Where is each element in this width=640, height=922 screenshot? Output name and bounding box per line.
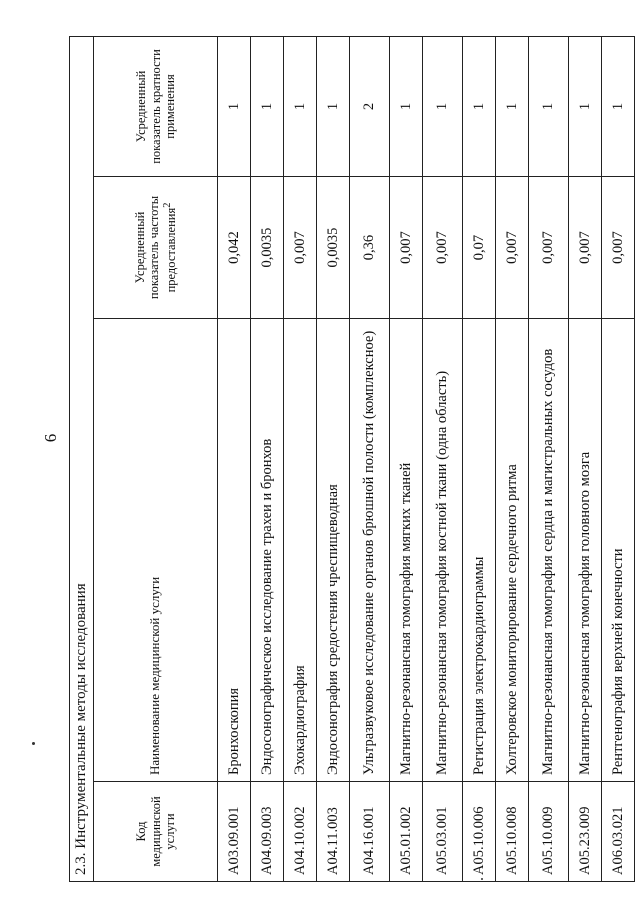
multiplicity-value: 1 — [529, 36, 569, 176]
frequency-value: 0,36 — [350, 177, 390, 319]
table-row — [251, 36, 284, 881]
section-title: 2.3. Инструментальные методы исследования — [70, 36, 94, 881]
column-header-code: Код медицинской услуги — [94, 782, 218, 882]
service-code: А05.10.009 — [529, 782, 569, 882]
frequency-value: 0,007 — [529, 177, 569, 319]
multiplicity-value: 1 — [284, 36, 317, 176]
service-code: А05.10.008 — [496, 782, 529, 882]
service-name: Магнитно-резонансная томография головного мозга — [569, 319, 602, 782]
table-row — [463, 36, 496, 881]
service-code: А05.23.009 — [569, 782, 602, 882]
service-code: А04.09.003 — [251, 782, 284, 882]
service-code: А04.10.002 — [284, 782, 317, 882]
service-name: Рентгенография верхней конечности — [602, 319, 635, 782]
table-row — [496, 36, 529, 881]
page-number: 6 — [41, 433, 60, 443]
table-row — [390, 36, 423, 881]
table-row — [317, 36, 350, 881]
service-code: А04.11.003 — [317, 782, 350, 882]
column-header-name: Наименование медицинской услуги — [94, 319, 218, 782]
service-name: Ультразвуковое исследование органов брюшной полости (комплексное) — [350, 319, 390, 782]
footnote-marker: 2 — [161, 202, 173, 208]
scan-speck — [32, 742, 35, 745]
table-row — [218, 36, 251, 881]
frequency-value: 0,007 — [496, 177, 529, 319]
service-code: А05.03.001 — [423, 782, 463, 882]
multiplicity-value: 1 — [317, 36, 350, 176]
multiplicity-value: 1 — [463, 36, 496, 176]
table-row — [284, 36, 317, 881]
multiplicity-value: 1 — [496, 36, 529, 176]
multiplicity-value: 1 — [251, 36, 284, 176]
table-row — [602, 36, 635, 881]
service-code: А03.09.001 — [218, 782, 251, 882]
frequency-value: 0,0035 — [317, 177, 350, 319]
table-body — [218, 36, 635, 881]
table-row — [423, 36, 463, 881]
header-row — [94, 36, 218, 881]
services-table — [69, 36, 635, 882]
section-row — [70, 36, 94, 881]
service-code: А06.03.021 — [602, 782, 635, 882]
table-row — [529, 36, 569, 881]
frequency-value: 0,007 — [423, 177, 463, 319]
multiplicity-value: 1 — [218, 36, 251, 176]
service-name: Магнитно-резонансная томография сердца и магистральных сосудов — [529, 319, 569, 782]
multiplicity-value: 2 — [350, 36, 390, 176]
frequency-value: 0,007 — [602, 177, 635, 319]
service-name: Эхокардиография — [284, 319, 317, 782]
column-header-frequency — [94, 177, 218, 319]
page-content — [69, 37, 640, 882]
frequency-value: 0,007 — [284, 177, 317, 319]
frequency-value: 0,007 — [390, 177, 423, 319]
table-row — [569, 36, 602, 881]
column-header-frequency-text: Усредненный показатель частоты предоставления — [133, 195, 179, 300]
rotated-table-container — [69, 37, 640, 882]
multiplicity-value: 1 — [423, 36, 463, 176]
service-name: Эндосонографическое исследование трахеи и бронхов — [251, 319, 284, 782]
multiplicity-value: 1 — [602, 36, 635, 176]
multiplicity-value: 1 — [390, 36, 423, 176]
scan-speck — [481, 878, 483, 880]
service-name: Эндосонография средостения чреспищеводная — [317, 319, 350, 782]
frequency-value: 0,007 — [569, 177, 602, 319]
frequency-value: 0,042 — [218, 177, 251, 319]
table-row — [350, 36, 390, 881]
service-name: Бронхоскопия — [218, 319, 251, 782]
service-name: Холтеровское мониторирование сердечного ритма — [496, 319, 529, 782]
service-code: А05.01.002 — [390, 782, 423, 882]
service-code: А05.10.006 — [463, 782, 496, 882]
service-name: Регистрация электрокардиограммы — [463, 319, 496, 782]
multiplicity-value: 1 — [569, 36, 602, 176]
column-header-multiplicity: Усредненный показатель кратности применения — [94, 36, 218, 176]
service-code: А04.16.001 — [350, 782, 390, 882]
service-name: Магнитно-резонансная томография мягких тканей — [390, 319, 423, 782]
frequency-value: 0,0035 — [251, 177, 284, 319]
frequency-value: 0,07 — [463, 177, 496, 319]
service-name: Магнитно-резонансная томография костной ткани (одна область) — [423, 319, 463, 782]
